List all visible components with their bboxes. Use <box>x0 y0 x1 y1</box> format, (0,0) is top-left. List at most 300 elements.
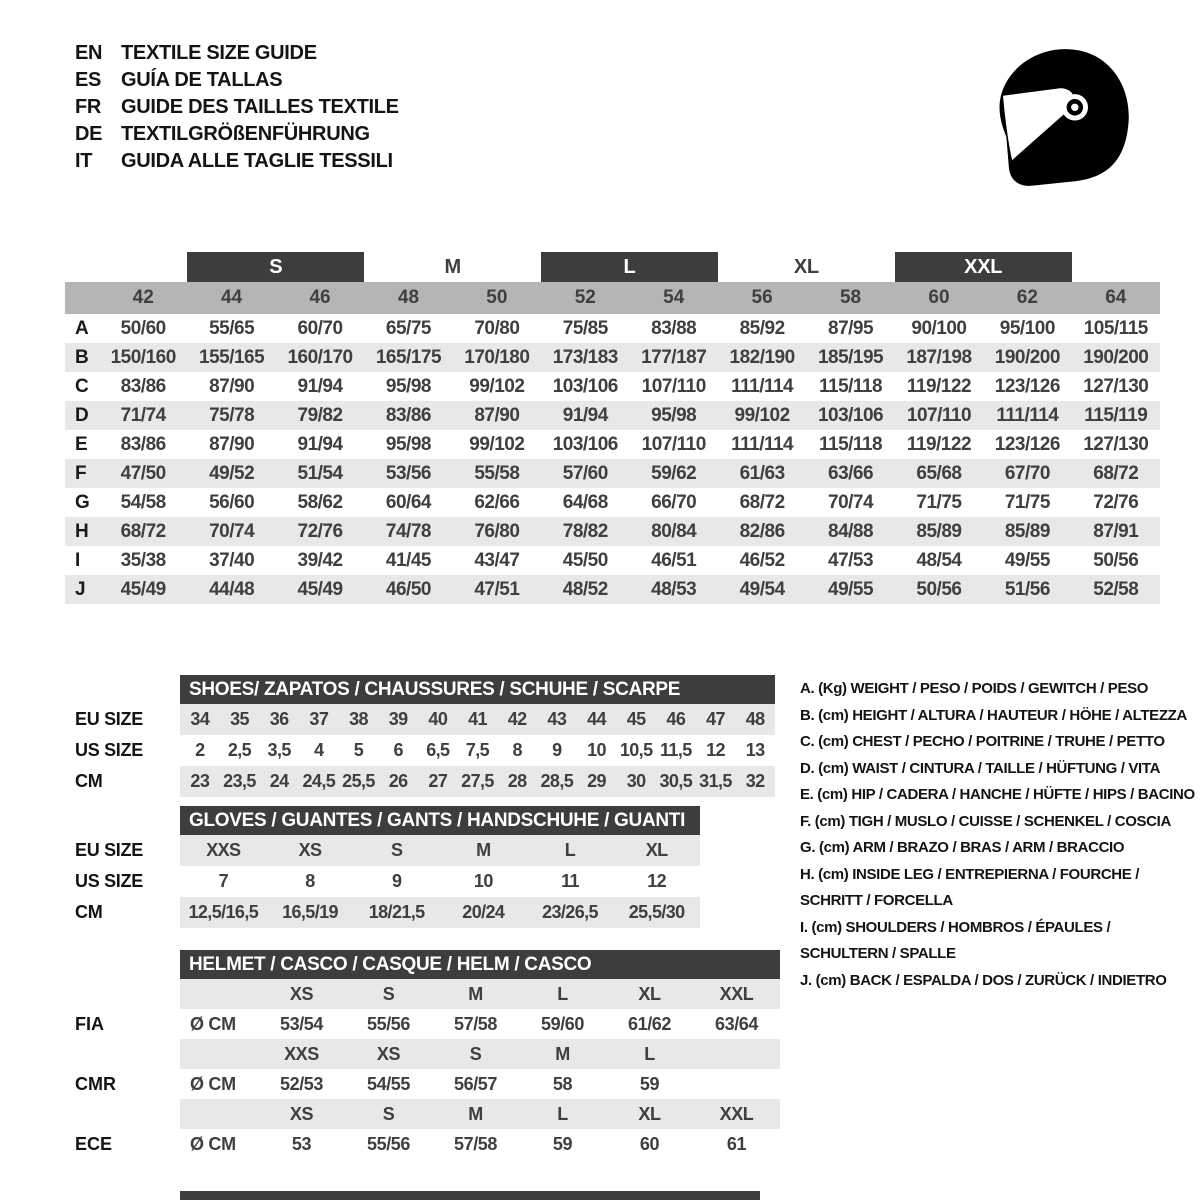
size-value: 49/52 <box>209 463 255 484</box>
size-value: 43/47 <box>474 550 520 571</box>
size-value: 170/180 <box>464 347 530 368</box>
legend-item-b: B. (cm) HEIGHT / ALTURA / HAUTEUR / HÖHE / ALTEZZA <box>800 706 1187 724</box>
size-value: 55/65 <box>209 318 255 339</box>
gloves-row-label: EU SIZE <box>75 840 143 860</box>
language-row <box>75 121 399 148</box>
helmet-size-label: XXL <box>719 1104 754 1124</box>
helmet-size-label: S <box>382 984 395 1004</box>
size-value: 45/49 <box>297 579 343 600</box>
size-value: 51/54 <box>297 463 343 484</box>
size-value: 41/45 <box>385 550 431 571</box>
size-value: 45/49 <box>120 579 166 600</box>
measure-row-h <box>65 517 1160 546</box>
gloves-value: XS <box>298 840 322 860</box>
helmet-size-value: 52/53 <box>279 1074 324 1094</box>
size-value: 50/56 <box>1093 550 1139 571</box>
helmet-size-value: 55/56 <box>366 1014 411 1034</box>
size-value: 60/70 <box>297 318 343 339</box>
cut-off-section-bar <box>180 1191 760 1200</box>
size-value: 76/80 <box>474 521 520 542</box>
shoes-value: 30 <box>626 771 646 791</box>
gloves-value: 12,5/16,5 <box>188 902 259 922</box>
size-value: 105/115 <box>1083 318 1148 339</box>
size-value: 65/75 <box>385 318 431 339</box>
shoes-value: 46 <box>666 709 686 729</box>
empty-cell <box>180 979 258 1009</box>
shoes-row-label: EU SIZE <box>75 709 143 729</box>
column-header: 52 <box>574 287 596 308</box>
size-value: 111/114 <box>731 376 794 397</box>
column-header: 56 <box>751 287 773 308</box>
shoes-row-label: CM <box>75 771 103 791</box>
helmet-size-value: 53 <box>291 1134 312 1154</box>
size-value: 91/94 <box>297 434 343 455</box>
legend-item-f: F. (cm) TIGH / MUSLO / CUISSE / SCHENKEL / COSCIA <box>800 812 1171 830</box>
measurement-legend <box>800 676 1198 994</box>
size-value: 85/89 <box>916 521 962 542</box>
helmet-size-value: 57/58 <box>453 1014 498 1034</box>
size-value: 57/60 <box>562 463 608 484</box>
shoes-value: 5 <box>353 740 364 760</box>
helmet-value-row-ece <box>75 1129 780 1159</box>
row-label: G <box>75 492 90 513</box>
helmet-value-row-cmr <box>75 1069 780 1099</box>
size-value: 87/90 <box>209 376 255 397</box>
shoes-value: 45 <box>626 709 646 729</box>
helmet-size-value: 56/57 <box>453 1074 498 1094</box>
size-value: 71/75 <box>916 492 962 513</box>
size-value: 58/62 <box>297 492 343 513</box>
size-value: 119/122 <box>906 434 972 455</box>
racing-helmet-svg <box>975 38 1140 203</box>
helmet-size-label: M <box>468 984 483 1004</box>
shoes-value: 3,5 <box>267 740 291 760</box>
measure-row-a <box>65 314 1160 343</box>
gloves-value: 23/26,5 <box>542 902 598 922</box>
measure-row-b <box>65 343 1160 372</box>
helmet-size-value: 60 <box>639 1134 660 1154</box>
shoes-value: 28,5 <box>540 771 574 791</box>
shoes-value: 27 <box>428 771 448 791</box>
helmet-size-label: XS <box>376 1044 401 1064</box>
standard-label: ECE <box>75 1134 113 1154</box>
size-value: 99/102 <box>734 405 790 426</box>
helmet-size-label: XL <box>638 1104 661 1124</box>
size-value: 47/50 <box>120 463 166 484</box>
shoes-value: 7,5 <box>465 740 490 760</box>
size-value: 85/92 <box>739 318 785 339</box>
gloves-value: 18/21,5 <box>368 902 425 922</box>
size-value: 60/64 <box>385 492 431 513</box>
shoes-row <box>75 735 775 766</box>
shoes-value: 27,5 <box>461 771 494 791</box>
size-value: 91/94 <box>562 405 608 426</box>
helmet-table-rows <box>75 979 780 1159</box>
size-value: 79/82 <box>297 405 343 426</box>
language-row <box>75 67 399 94</box>
size-value: 90/100 <box>911 318 967 339</box>
shoes-value: 28 <box>507 771 527 791</box>
row-label: D <box>75 405 89 426</box>
helmet-size-value: 59 <box>552 1134 573 1154</box>
size-value: 150/160 <box>110 347 176 368</box>
shoes-values <box>180 766 775 797</box>
language-code: ES <box>75 69 102 91</box>
size-value: 47/51 <box>474 579 520 600</box>
legend-item-j: J. (cm) BACK / ESPALDA / DOS / ZURÜCK / INDIETRO <box>800 971 1167 989</box>
size-value: 87/95 <box>828 318 874 339</box>
shoes-value: 25,5 <box>342 771 375 791</box>
helmet-size-value: 57/58 <box>453 1134 498 1154</box>
shoes-rows <box>75 704 775 797</box>
size-value: 123/126 <box>994 376 1060 397</box>
size-value: 50/60 <box>120 318 166 339</box>
size-value: 155/165 <box>199 347 265 368</box>
shoes-value: 12 <box>706 740 725 760</box>
gloves-value: 25,5/30 <box>628 902 685 922</box>
column-header: 42 <box>132 287 154 308</box>
gloves-rows <box>75 835 700 928</box>
helmet-size-label: L <box>557 1104 568 1124</box>
helmet-size-label: XXS <box>284 1044 319 1064</box>
shoes-value: 4 <box>314 740 324 760</box>
shoes-row-label: US SIZE <box>75 740 143 760</box>
gloves-value: 8 <box>305 871 315 891</box>
helmet-size-header-row <box>180 1039 780 1069</box>
size-group-m: M <box>444 256 461 278</box>
gloves-value: 10 <box>473 871 493 891</box>
size-value: 127/130 <box>1083 434 1149 455</box>
size-value: 115/118 <box>818 434 883 455</box>
shoes-value: 31,5 <box>699 771 732 791</box>
size-value: 70/74 <box>828 492 874 513</box>
gloves-value: XL <box>645 840 668 860</box>
guide-title: GUÍA DE TALLAS <box>121 69 283 91</box>
shoes-value: 40 <box>428 709 448 729</box>
guide-title: TEXTILGRÖßENFÜHRUNG <box>121 123 370 145</box>
helmet-size-value: 59/60 <box>540 1014 585 1034</box>
column-header: 50 <box>486 287 508 308</box>
measure-row-d <box>65 401 1160 430</box>
measure-rows <box>65 314 1160 604</box>
shoes-value: 9 <box>552 740 562 760</box>
gloves-values <box>180 897 700 928</box>
gloves-value: 12 <box>647 871 667 891</box>
size-value: 82/86 <box>739 521 785 542</box>
size-value: 54/58 <box>120 492 166 513</box>
size-value: 71/74 <box>120 405 166 426</box>
helmet-size-label: XS <box>289 984 314 1004</box>
size-value: 68/72 <box>739 492 785 513</box>
legend-item-h: H. (cm) INSIDE LEG / ENTREPIERNA / FOURCHE / SCHRITT / FORCELLA <box>800 865 1140 909</box>
size-value: 185/195 <box>817 347 884 368</box>
size-value: 37/40 <box>209 550 255 571</box>
band-corner <box>65 282 99 314</box>
size-value: 47/53 <box>828 550 874 571</box>
size-value: 87/91 <box>1093 521 1139 542</box>
helmet-size-value <box>693 1069 780 1099</box>
shoes-value: 10,5 <box>619 740 653 760</box>
size-value: 72/76 <box>1093 492 1139 513</box>
language-code: EN <box>75 42 103 64</box>
gloves-value: 7 <box>218 871 229 891</box>
size-value: 103/106 <box>552 376 618 397</box>
shoes-value: 47 <box>706 709 725 729</box>
size-value: 107/110 <box>641 376 706 397</box>
shoes-value: 24,5 <box>302 771 336 791</box>
size-value: 51/56 <box>1004 579 1050 600</box>
gloves-values <box>180 866 700 897</box>
legend-item-c: C. (cm) CHEST / PECHO / POITRINE / TRUHE / PETTO <box>800 733 1165 750</box>
size-value: 127/130 <box>1083 376 1149 397</box>
helmet-size-value: 61 <box>726 1134 747 1154</box>
column-header: 60 <box>928 287 950 308</box>
size-value: 95/98 <box>385 376 431 397</box>
measure-row-c <box>65 372 1160 401</box>
empty-cell <box>180 1099 258 1129</box>
size-group-xxl: XXL <box>895 252 1072 282</box>
gloves-row-label: CM <box>75 902 103 922</box>
size-value: 68/72 <box>1093 463 1139 484</box>
size-value: 123/126 <box>994 434 1060 455</box>
shoes-value: 6 <box>393 740 403 760</box>
size-value: 78/82 <box>562 521 608 542</box>
size-value: 72/76 <box>297 521 343 542</box>
size-value: 49/54 <box>739 579 785 600</box>
gloves-value: 9 <box>391 871 402 891</box>
language-code: IT <box>75 150 93 172</box>
column-header: 64 <box>1105 287 1127 308</box>
size-value: 115/118 <box>818 376 883 397</box>
gloves-value: 20/24 <box>462 902 505 922</box>
column-header: 54 <box>663 287 685 308</box>
legend-item-i: I. (cm) SHOULDERS / HOMBROS / ÉPAULES / SCHULTERN / SPALLE <box>800 918 1111 962</box>
helmet-size-value: 58 <box>552 1074 573 1094</box>
measure-row-f <box>65 459 1160 488</box>
size-value: 68/72 <box>120 521 166 542</box>
size-value: 48/52 <box>562 579 608 600</box>
shoes-value: 24 <box>269 771 289 791</box>
size-value: 95/98 <box>651 405 697 426</box>
size-group-xl: XL <box>793 256 819 278</box>
helmet-size-value: 59 <box>639 1074 660 1094</box>
size-value: 53/56 <box>385 463 431 484</box>
shoes-value: 26 <box>388 771 408 791</box>
size-value: 187/198 <box>906 347 972 368</box>
size-value: 44/48 <box>209 579 255 600</box>
size-value: 165/175 <box>375 347 442 368</box>
diameter-unit: Ø CM <box>190 1074 236 1094</box>
size-value: 84/88 <box>828 521 874 542</box>
column-header: 44 <box>221 287 243 308</box>
size-value: 190/200 <box>994 347 1060 368</box>
shoes-value: 23 <box>190 771 210 791</box>
size-value: 173/183 <box>552 347 618 368</box>
size-value: 83/86 <box>120 434 166 455</box>
size-value: 52/58 <box>1093 579 1139 600</box>
size-value: 103/106 <box>817 405 884 426</box>
size-value: 74/78 <box>385 521 431 542</box>
language-row <box>75 148 399 175</box>
shoes-value: 11,5 <box>660 740 692 760</box>
helmet-size-header-row <box>180 1099 780 1129</box>
size-value: 59/62 <box>651 463 697 484</box>
shoes-header-bar: SHOES/ ZAPATOS / CHAUSSURES / SCHUHE / SCARPE <box>180 675 775 704</box>
legend-item-d: D. (cm) WAIST / CINTURA / TAILLE / HÜFTUNG / VITA <box>800 759 1161 777</box>
size-value: 75/78 <box>209 405 255 426</box>
helmet-size-header-row <box>180 979 780 1009</box>
size-value: 46/51 <box>651 550 697 571</box>
guide-title: GUIDA ALLE TAGLIE TESSILI <box>121 150 393 172</box>
row-label: C <box>75 376 89 397</box>
shoes-row <box>75 766 775 797</box>
size-value: 56/60 <box>209 492 255 513</box>
size-value: 63/66 <box>828 463 874 484</box>
helmet-size-label: XS <box>289 1104 314 1124</box>
size-value: 83/86 <box>120 376 166 397</box>
column-header: 46 <box>309 287 331 308</box>
language-row <box>75 94 399 121</box>
row-label: H <box>75 521 89 542</box>
size-group-s: S <box>187 252 364 282</box>
shoes-value: 48 <box>745 709 765 729</box>
helmet-size-label: XXL <box>719 984 754 1004</box>
gloves-value: 16,5/19 <box>282 902 338 922</box>
size-value: 119/122 <box>906 376 972 397</box>
guide-title: GUIDE DES TAILLES TEXTILE <box>121 96 399 118</box>
size-value: 111/114 <box>996 405 1059 426</box>
diameter-unit: Ø CM <box>190 1014 236 1034</box>
size-value: 67/70 <box>1004 463 1050 484</box>
size-value: 99/102 <box>469 434 525 455</box>
size-value: 107/110 <box>906 405 972 426</box>
size-value: 49/55 <box>828 579 874 600</box>
shoes-value: 23,5 <box>223 771 256 791</box>
helmet-value-row-fia <box>75 1009 780 1039</box>
size-value: 49/55 <box>1004 550 1050 571</box>
legend-item-a: A. (Kg) WEIGHT / PESO / POIDS / GEWITCH / PESO <box>800 680 1149 697</box>
measure-row-i <box>65 546 1160 575</box>
size-value: 83/86 <box>385 405 431 426</box>
size-value: 177/187 <box>641 347 707 368</box>
shoes-values <box>180 735 775 766</box>
size-value: 46/50 <box>385 579 431 600</box>
column-header: 58 <box>839 287 862 308</box>
helmet-size-label: M <box>468 1104 483 1124</box>
helmet-size-label: S <box>382 1104 395 1124</box>
helmet-size-label: L <box>644 1044 655 1064</box>
size-value: 50/56 <box>916 579 962 600</box>
shoes-value: 29 <box>587 771 606 791</box>
size-value: 91/94 <box>297 376 343 397</box>
row-label: B <box>75 347 89 368</box>
size-value: 182/190 <box>729 347 795 368</box>
shoes-row <box>75 704 775 735</box>
size-value: 87/90 <box>209 434 255 455</box>
column-header: 48 <box>397 287 420 308</box>
size-value: 85/89 <box>1004 521 1050 542</box>
shoes-value: 41 <box>468 709 487 729</box>
row-label: A <box>75 318 89 339</box>
gloves-row <box>75 835 700 866</box>
shoes-value: 8 <box>512 740 522 760</box>
size-value: 66/70 <box>651 492 697 513</box>
language-code: DE <box>75 123 103 145</box>
gloves-table <box>75 806 700 928</box>
measure-row-g <box>65 488 1160 517</box>
helmet-size-label: M <box>555 1044 570 1064</box>
shoes-value: 13 <box>745 740 765 760</box>
shoes-value: 39 <box>388 709 408 729</box>
gloves-row-label: US SIZE <box>75 871 143 891</box>
helmet-size-value: 53/54 <box>279 1014 324 1034</box>
helmet-values <box>180 1129 780 1159</box>
size-value: 115/119 <box>1084 405 1148 426</box>
size-value: 95/98 <box>385 434 431 455</box>
legend-item-e: E. (cm) HIP / CADERA / HANCHE / HÜFTE / HIPS / BACINO <box>800 786 1195 803</box>
helmet-size-value: 55/56 <box>366 1134 411 1154</box>
size-value: 48/53 <box>651 579 697 600</box>
size-value: 87/90 <box>474 405 520 426</box>
shoes-value: 34 <box>190 709 210 729</box>
size-value: 39/42 <box>297 550 343 571</box>
standard-label: FIA <box>75 1014 104 1034</box>
shoes-value: 30,5 <box>659 771 693 791</box>
size-value: 83/88 <box>651 318 697 339</box>
shoes-value: 38 <box>349 709 368 729</box>
shoes-values <box>180 704 775 735</box>
shoes-value: 6,5 <box>426 740 450 760</box>
measure-row-e <box>65 430 1160 459</box>
gloves-value: M <box>476 840 491 860</box>
helmet-size-value: 61/62 <box>627 1014 672 1034</box>
shoes-table <box>75 675 775 797</box>
gloves-value: XXS <box>206 840 241 860</box>
row-label: I <box>75 550 81 571</box>
shoes-value: 42 <box>507 709 527 729</box>
racing-helmet-icon <box>975 38 1140 203</box>
size-value: 103/106 <box>552 434 618 455</box>
measure-row-j <box>65 575 1160 604</box>
size-value: 99/102 <box>469 376 525 397</box>
diameter-unit: Ø CM <box>190 1134 236 1154</box>
helmet-size-label: S <box>469 1044 482 1064</box>
size-column-band <box>65 282 1160 314</box>
guide-title: TEXTILE SIZE GUIDE <box>121 42 317 64</box>
helmet-size-value: 54/55 <box>366 1074 411 1094</box>
helmet-size-label: XL <box>638 984 661 1004</box>
textile-size-table <box>65 252 1160 604</box>
size-value: 45/50 <box>562 550 608 571</box>
shoes-value: 35 <box>230 709 249 729</box>
gloves-value: L <box>564 840 576 860</box>
gloves-values <box>180 835 700 866</box>
size-value: 35/38 <box>120 550 166 571</box>
size-value: 75/85 <box>562 318 608 339</box>
size-value: 95/100 <box>999 318 1055 339</box>
shoes-value: 43 <box>547 709 567 729</box>
shoes-value: 10 <box>587 740 606 760</box>
standard-label: CMR <box>75 1074 116 1094</box>
shoes-value: 2,5 <box>227 740 252 760</box>
size-group-row <box>65 252 1160 282</box>
size-value: 190/200 <box>1083 347 1149 368</box>
helmet-size-label: L <box>557 984 568 1004</box>
size-group-l: L <box>541 252 718 282</box>
language-row <box>75 40 399 67</box>
gloves-row <box>75 897 700 928</box>
language-title-list <box>75 40 399 175</box>
